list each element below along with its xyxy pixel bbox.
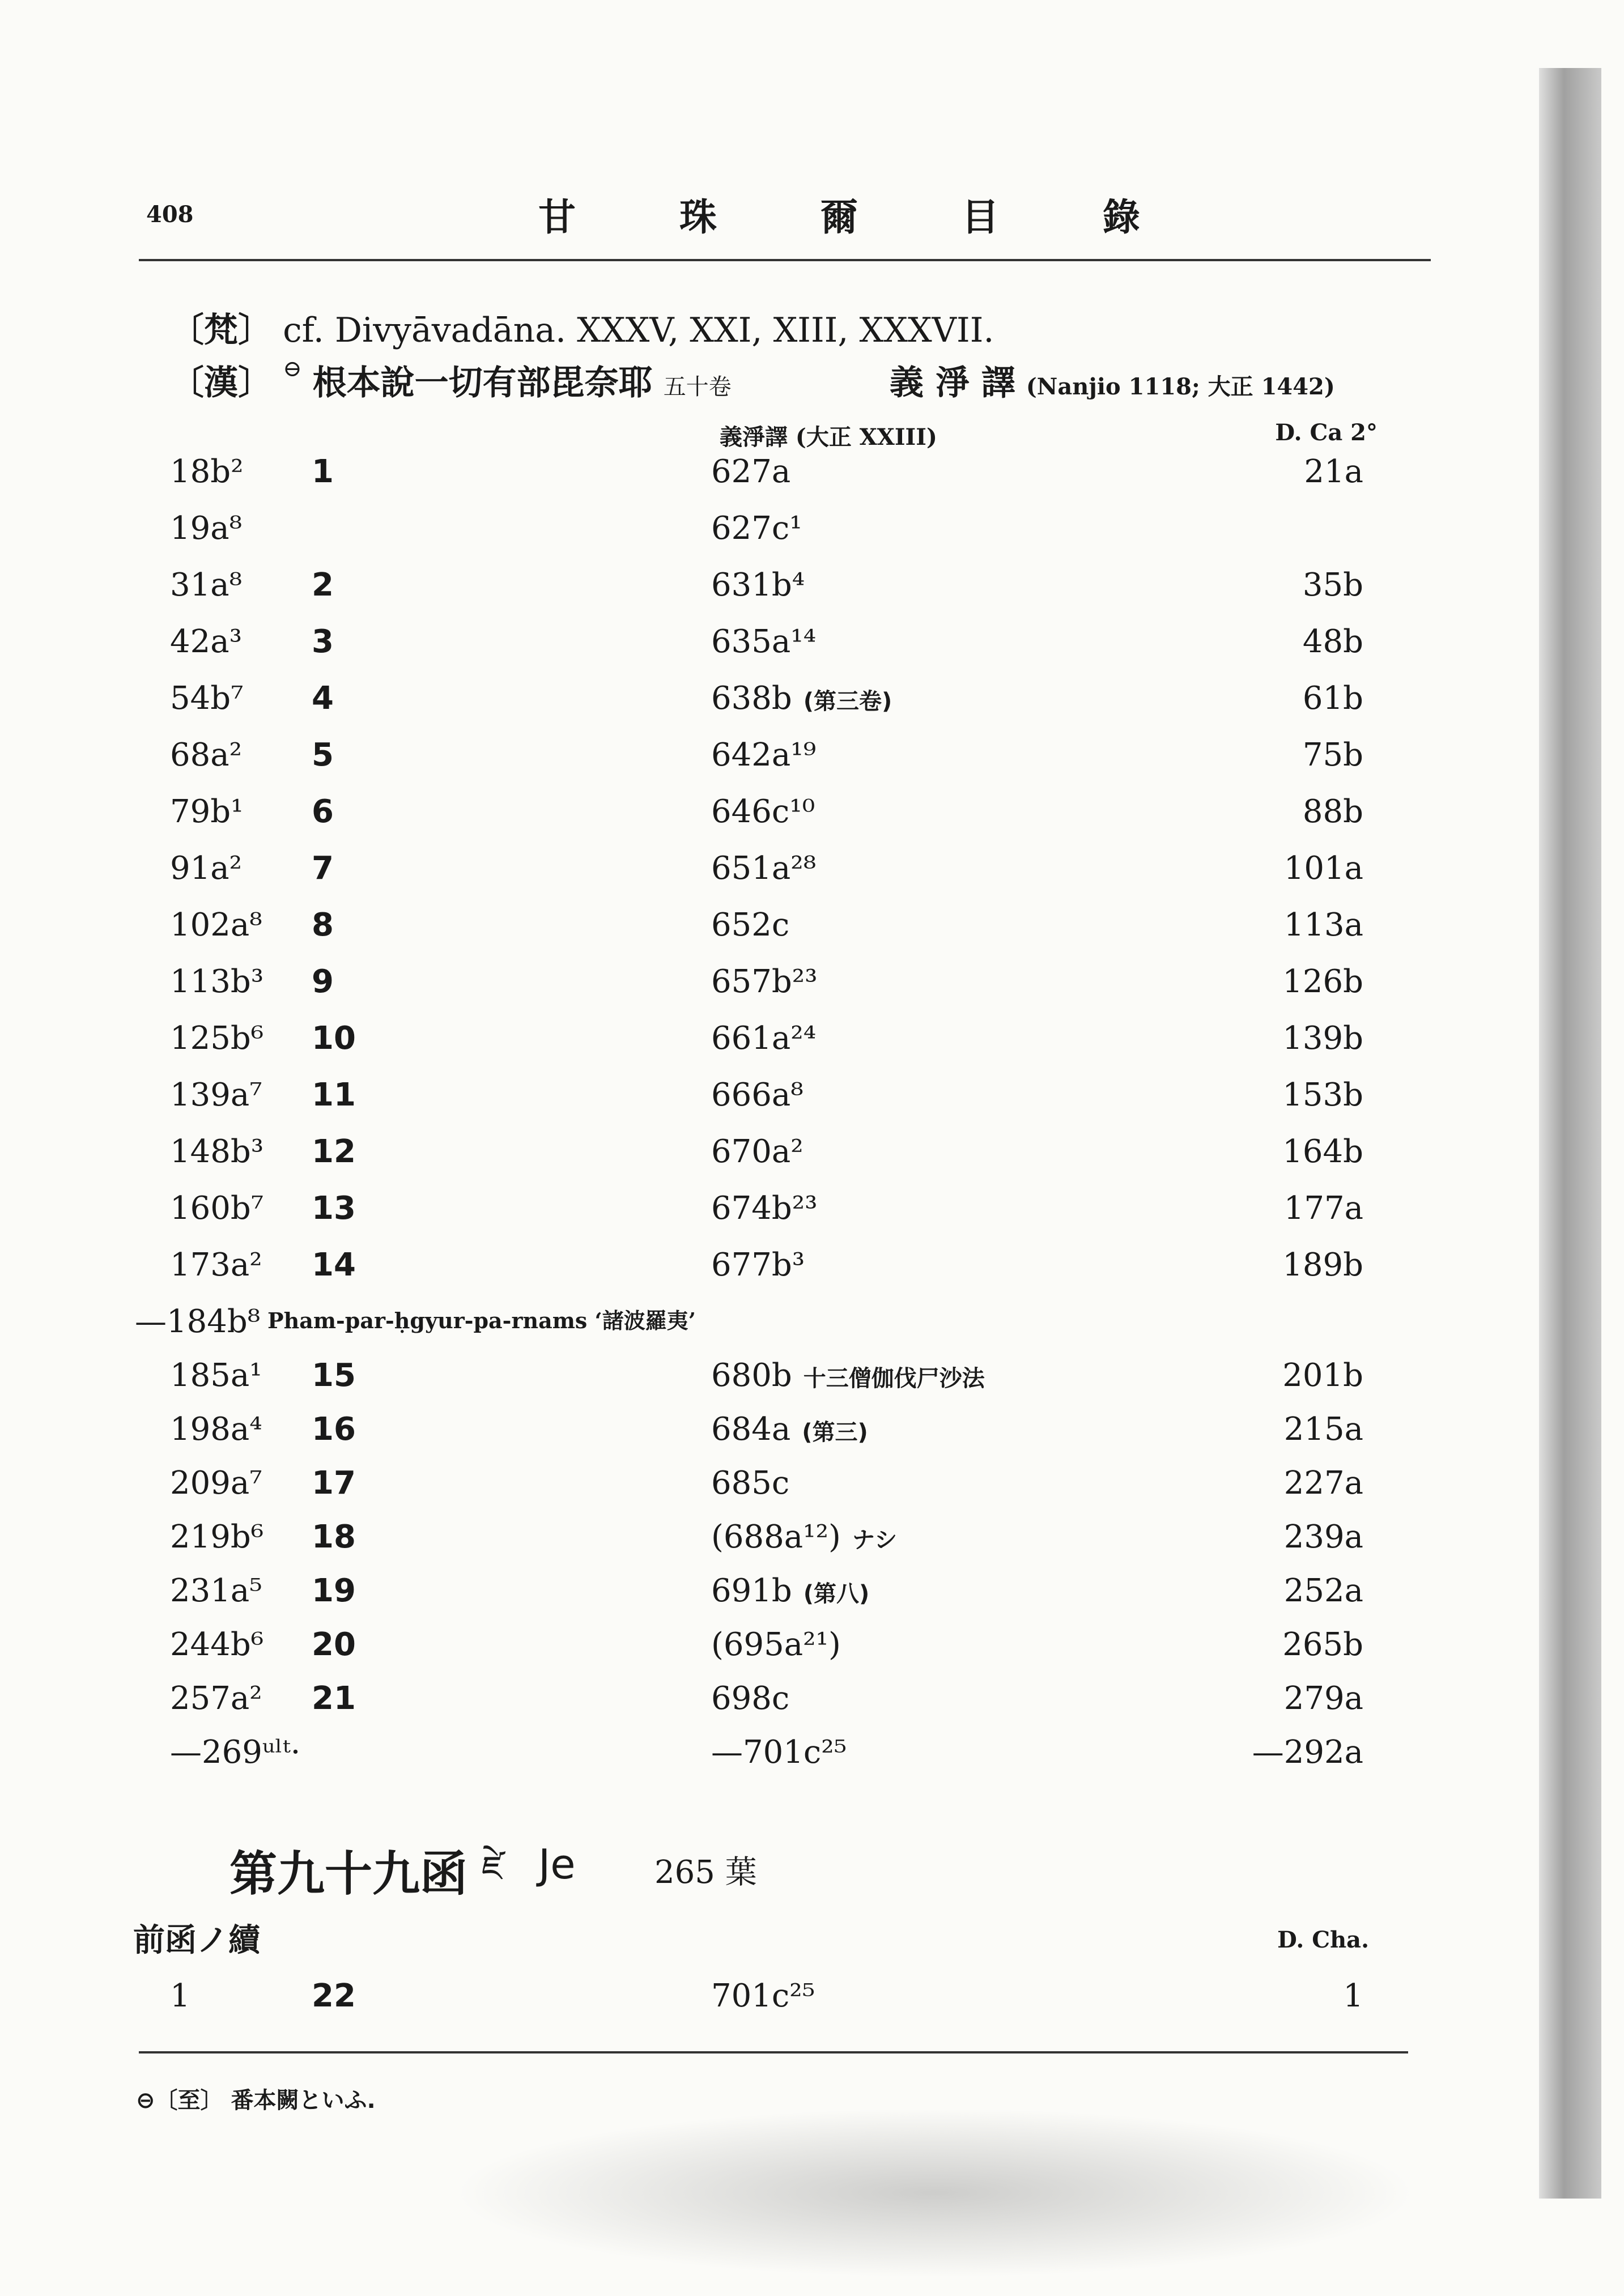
taisho-ref: 646c¹⁰ <box>711 793 815 830</box>
derge-folio: 101a <box>1283 850 1363 887</box>
table-row <box>0 1680 1624 1731</box>
taisho-ref <box>711 680 892 717</box>
chapter-number: 22 <box>312 1978 356 2014</box>
folio: 185a¹ <box>170 1357 262 1394</box>
chapter-number: 10 <box>312 1020 356 1057</box>
taisho-value: 691b <box>711 1572 792 1609</box>
footnote: ⊖〔至〕 番本闕といふ. <box>136 2087 376 2114</box>
folio: 148b³ <box>170 1133 264 1170</box>
taisho-ref <box>711 1357 985 1394</box>
folio: 219b⁶ <box>170 1519 264 1555</box>
chapter-number: 18 <box>312 1519 356 1555</box>
taisho-ref: 627c¹ <box>711 510 802 547</box>
derge-folio: 48b <box>1302 623 1363 660</box>
header-rule <box>139 259 1431 261</box>
taisho-value: 638b <box>711 680 792 717</box>
derge-folio: 35b <box>1302 567 1363 603</box>
table-row <box>0 567 1624 618</box>
taisho-ref: 651a²⁸ <box>711 850 817 887</box>
taisho-ref: 661a²⁴ <box>711 1020 817 1057</box>
folio: 102a⁸ <box>170 907 262 943</box>
table-row <box>0 737 1624 788</box>
derge-folio: 239a <box>1283 1519 1363 1555</box>
folio: 31a⁸ <box>170 567 243 603</box>
chapter-number: 3 <box>312 623 334 660</box>
omission-marker: ⊖ <box>283 356 302 382</box>
taisho-ref: (695a²¹) <box>711 1626 841 1663</box>
folio: 79b¹ <box>170 793 244 830</box>
folio: 139a⁷ <box>170 1077 262 1113</box>
chapter-number: 14 <box>312 1247 356 1283</box>
chapter-number: 8 <box>312 907 334 943</box>
table-row <box>0 1465 1624 1516</box>
table-row <box>0 850 1624 901</box>
folio: 68a² <box>170 737 243 773</box>
taisho-ref: —701c²⁵ <box>711 1734 847 1771</box>
tibetan-letter: ཛེ <box>482 1849 503 1889</box>
derge-folio: 215a <box>1283 1411 1363 1448</box>
table-row <box>0 1519 1624 1570</box>
continued-label: 前函ノ續 <box>133 1922 260 1959</box>
taisho-ref: 657b²³ <box>711 963 818 1000</box>
sanskrit-text: cf. Divyāvadāna. XXXV, XXI, XIII, XXXVII. <box>283 311 994 350</box>
derge-folio: 126b <box>1282 963 1363 1000</box>
derge-folio: 265b <box>1282 1626 1363 1663</box>
section-separator <box>0 1303 1624 1354</box>
table-row <box>0 1357 1624 1408</box>
derge-cha-head: D. Cha. <box>1277 1927 1369 1953</box>
taisho-value: 684a <box>711 1411 791 1448</box>
taisho-note: (第三卷) <box>803 688 892 715</box>
derge-folio: 252a <box>1283 1572 1363 1609</box>
taisho-ref: 698c <box>711 1680 790 1717</box>
table-row <box>0 1411 1624 1462</box>
folio: 42a³ <box>170 623 243 660</box>
folio: 1 <box>170 1978 190 2014</box>
taisho-ref: 627a <box>711 453 791 490</box>
derge-folio: 227a <box>1283 1465 1363 1502</box>
taisho-ref: 674b²³ <box>711 1190 818 1227</box>
derge-folio: 88b <box>1302 793 1363 830</box>
derge-folio: 177a <box>1283 1190 1363 1227</box>
taisho-ref <box>711 1572 869 1609</box>
folio: 125b⁶ <box>170 1020 264 1057</box>
chapter-number: 19 <box>312 1572 356 1609</box>
folio: 209a⁷ <box>170 1465 262 1502</box>
separator-folio: —184b⁸ <box>135 1303 261 1340</box>
page-number: 408 <box>146 201 194 228</box>
volume-count: 五十卷 <box>663 374 732 400</box>
table-row <box>0 453 1624 504</box>
table-row <box>0 1133 1624 1184</box>
taisho-ref: 677b³ <box>711 1247 805 1283</box>
chapter-number: 9 <box>312 963 334 1000</box>
derge-folio: 113a <box>1283 907 1363 943</box>
chinese-title: 根本說一切有部毘奈耶 <box>312 363 653 403</box>
taisho-note: (第三) <box>802 1419 868 1445</box>
taisho-ref <box>711 1411 868 1448</box>
table-row <box>0 510 1624 561</box>
taisho-ref: 635a¹⁴ <box>711 623 817 660</box>
chapter-number: 7 <box>312 850 334 887</box>
taisho-ref: 666a⁸ <box>711 1077 804 1113</box>
chapter-number: 20 <box>312 1626 356 1663</box>
chapter-number: 5 <box>312 737 334 773</box>
table-row <box>0 907 1624 958</box>
folio: 113b³ <box>170 963 264 1000</box>
chapter-number: 17 <box>312 1465 356 1502</box>
folio: 160b⁷ <box>170 1190 264 1227</box>
footnote-rule <box>139 2051 1408 2053</box>
running-title: 甘 珠 爾 目 錄 <box>538 195 1185 239</box>
chapter-number: 16 <box>312 1411 356 1448</box>
volume-letter: Je <box>538 1840 576 1888</box>
derge-folio: 201b <box>1282 1357 1363 1394</box>
column-head-derge: D. Ca 2° <box>1275 419 1378 446</box>
chapter-number: 11 <box>312 1077 356 1113</box>
chapter-number: 13 <box>312 1190 356 1227</box>
folio: 257a² <box>170 1680 262 1717</box>
taisho-note: ナシ <box>852 1527 898 1553</box>
taisho-ref: 685c <box>711 1465 790 1502</box>
taisho-ref: 652c <box>711 907 790 943</box>
chapter-number: 6 <box>312 793 334 830</box>
folio: —269ᵘˡᵗ· <box>170 1734 301 1771</box>
derge-folio: 189b <box>1282 1247 1363 1283</box>
table-row <box>0 793 1624 844</box>
taisho-ref: 642a¹⁹ <box>711 737 817 773</box>
chapter-number: 4 <box>312 680 334 717</box>
derge-folio: —292a <box>1252 1734 1363 1771</box>
chapter-number: 21 <box>312 1680 356 1717</box>
translator-line <box>890 356 1335 405</box>
derge-folio: 21a <box>1304 453 1363 490</box>
table-row <box>0 1626 1624 1677</box>
chinese-label: 〔漢〕 <box>170 363 272 403</box>
column-head-chinese: 義淨譯 (大正 XXIII) <box>720 424 937 450</box>
table-row <box>0 1734 1624 1785</box>
derge-folio: 279a <box>1283 1680 1363 1717</box>
chapter-number: 2 <box>312 567 334 603</box>
folio: 19a⁸ <box>170 510 243 547</box>
derge-folio: 153b <box>1282 1077 1363 1113</box>
volume-title: 第九十九函 <box>229 1846 468 1902</box>
translator: 義 淨 譯 <box>890 363 1015 403</box>
derge-folio: 1 <box>1343 1978 1363 2014</box>
derge-folio: 164b <box>1282 1133 1363 1170</box>
folio: 198a⁴ <box>170 1411 262 1448</box>
leaf-count: 265 葉 <box>654 1854 757 1891</box>
table-row <box>0 1020 1624 1071</box>
folio: 173a² <box>170 1247 262 1283</box>
chapter-number: 12 <box>312 1133 356 1170</box>
taisho-ref: 670a² <box>711 1133 804 1170</box>
derge-folio: 75b <box>1302 737 1363 773</box>
taisho-value: 680b <box>711 1357 792 1394</box>
taisho-ref <box>711 1519 897 1555</box>
table-row <box>0 963 1624 1014</box>
table-row <box>0 1247 1624 1298</box>
derge-folio: 61b <box>1302 680 1363 717</box>
table-row <box>0 623 1624 674</box>
folio: 244b⁶ <box>170 1626 264 1663</box>
scan-noise <box>453 2108 1417 2278</box>
table-row <box>0 680 1624 731</box>
taisho-ref: 701c²⁵ <box>711 1978 815 2014</box>
reference: (Nanjio 1118; 大正 1442) <box>1026 373 1335 400</box>
chinese-line <box>170 356 732 405</box>
table-row <box>0 1572 1624 1623</box>
chapter-number: 15 <box>312 1357 356 1394</box>
table-row-last <box>0 1978 1624 2029</box>
folio: 18b² <box>170 453 244 490</box>
taisho-ref: 631b⁴ <box>711 567 805 603</box>
chapter-number: 1 <box>312 453 334 490</box>
sanskrit-line <box>170 303 994 352</box>
derge-folio: 139b <box>1282 1020 1363 1057</box>
table-row <box>0 1190 1624 1241</box>
separator-label: Pham-par-ḥgyur-pa-rnams ‘諸波羅夷’ <box>267 1308 696 1333</box>
folio: 54b⁷ <box>170 680 244 717</box>
taisho-value: (688a¹²) <box>711 1519 841 1555</box>
sanskrit-label: 〔梵〕 <box>170 311 272 350</box>
folio: 231a⁵ <box>170 1572 262 1609</box>
taisho-note: 十三僧伽伐尸沙法 <box>803 1366 985 1392</box>
folio: 91a² <box>170 850 243 887</box>
taisho-note: (第八) <box>803 1581 870 1607</box>
table-row <box>0 1077 1624 1128</box>
scan-page-edge <box>1539 68 1601 2199</box>
